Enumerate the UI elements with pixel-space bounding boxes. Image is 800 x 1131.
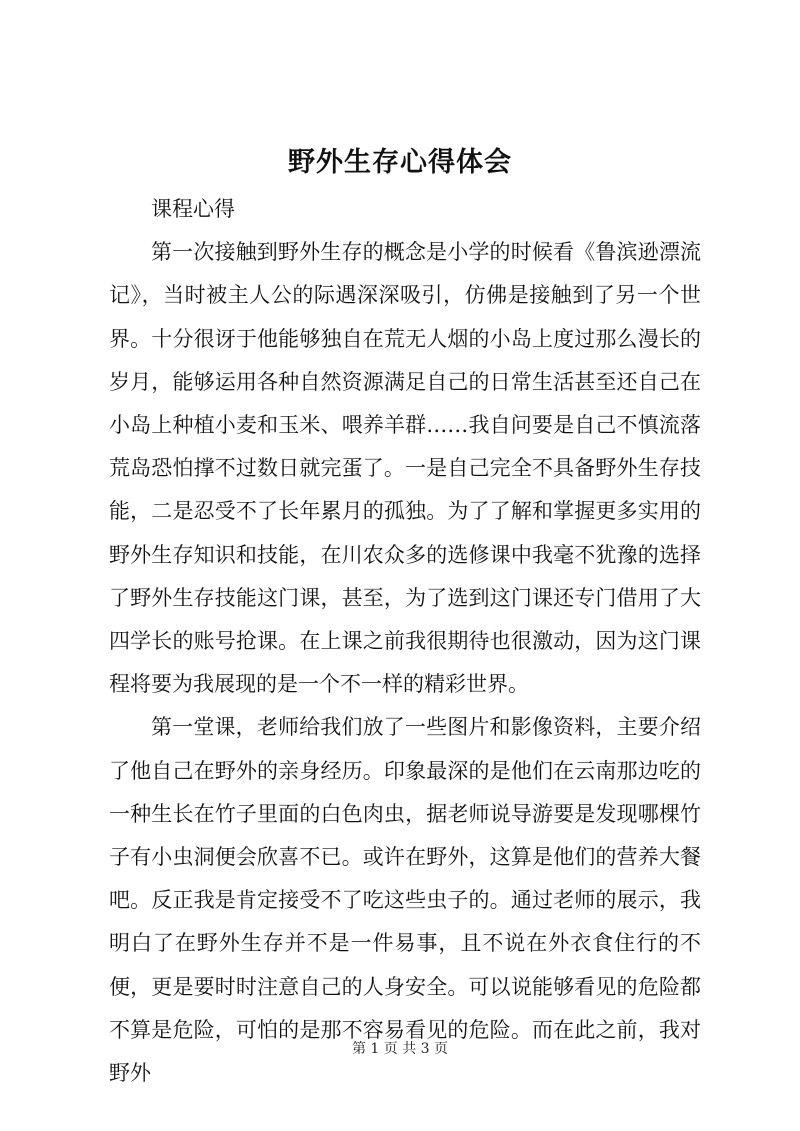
page-footer: 第 1 页 共 3 页 [351, 1041, 449, 1057]
paragraph-2: 第一堂课，老师给我们放了一些图片和影像资料，主要介绍了他自己在野外的亲身经历。印象最深的是他们在云南那边吃的一种生长在竹子里面的白色肉虫，据老师说导游要是发现哪棵竹子有小虫洞便会欣喜不已。或许在野外，这算是他们的营养大餐吧。反正我是肯定接受不了吃这些虫子的。通过老师的展示，我明白了在野外生存并不是一件易事，且不说在外衣食住行的不便，更是要时时注意自己的人身安全。可以说能够看见的危险都不算是危险，可怕的是那不容易看见的危险。而在此之前，我对野外 [109, 715, 701, 1086]
document-title: 野外生存心得体会 [288, 147, 512, 178]
section-heading: 课程心得 [151, 197, 235, 221]
document-body [109, 188, 701, 1095]
paragraph-1: 第一次接触到野外生存的概念是小学的时候看《鲁滨逊漂流记》，当时被主人公的际遇深深吸引，仿佛是接触到了另一个世界。十分很讶于他能够独自在荒无人烟的小岛上度过那么漫长的岁月，能够运用各种自然资源满足自己的日常生活甚至还自己在小岛上种植小麦和玉米、喂养羊群……我自问要是自己不慎流落荒岛恐怕撑不过数日就完蛋了。一是自己完全不具备野外生存技能，二是忍受不了长年累月的孤独。为了了解和掌握更多实用的野外生存知识和技能，在川农众多的选修课中我毫不犹豫的选择了野外生存技能这门课，甚至，为了选到这门课还专门借用了大四学长的账号抢课。在上课之前我很期待也很激动，因为这门课程将要为我展现的是一个不一样的精彩世界。 [109, 240, 701, 697]
